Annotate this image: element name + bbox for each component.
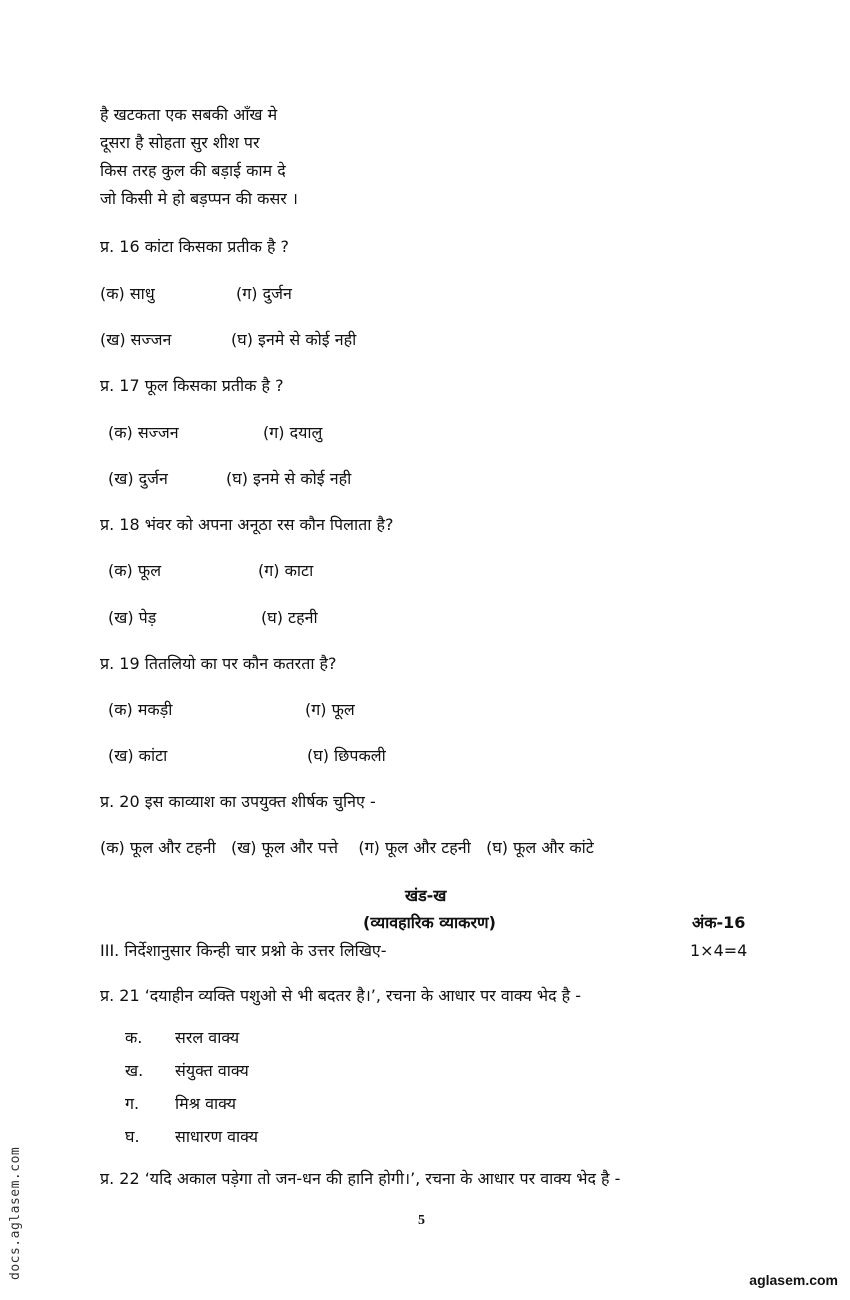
- q19-option-ka: (क) मकड़ी: [108, 700, 173, 719]
- poem-line-3: किस तरह कुल की बड़ाई काम दे: [100, 161, 286, 180]
- question-17: प्र. 17 फूल किसका प्रतीक है ?: [100, 376, 284, 395]
- poem-line-2: दूसरा है सोहता सुर शीश पर: [100, 133, 260, 152]
- q18-option-ka: (क) फूल: [108, 561, 162, 580]
- question-18: प्र. 18 भंवर को अपना अनूठा रस कौन पिलाता है?: [100, 515, 394, 534]
- question-16: प्र. 16 कांटा किसका प्रतीक है ?: [100, 237, 290, 256]
- q17-option-ga: (ग) दयालु: [263, 423, 323, 442]
- section-title: खंड-ख: [405, 886, 447, 905]
- section-marks: अंक-16: [692, 913, 746, 932]
- q16-option-gha: (घ) इनमे से कोई नही: [231, 330, 357, 349]
- q17-option-ka: (क) सज्जन: [108, 423, 179, 442]
- q20-options: (क) फूल और टहनी (ख) फूल और पत्ते (ग) फूल और टहनी (घ) फूल और कांटे: [100, 838, 594, 857]
- q21-option-label: ख.: [125, 1061, 144, 1080]
- question-19: प्र. 19 तितलियो का पर कौन कतरता है?: [100, 654, 337, 673]
- q21-option-label: घ.: [125, 1127, 140, 1146]
- q21-option-text: संयुक्त वाक्य: [175, 1061, 249, 1080]
- poem-line-1: है खटकता एक सबकी आँख मे: [100, 105, 278, 124]
- q16-option-kha: (ख) सज्जन: [100, 330, 172, 349]
- q21-option-text: साधारण वाक्य: [175, 1127, 259, 1146]
- question-21: प्र. 21 ‘दयाहीन व्यक्ति पशुओ से भी बदतर है।’, रचना के आधार पर वाक्य भेद है -: [100, 986, 582, 1005]
- section-subtitle: (व्यावहारिक व्याकरण): [363, 913, 496, 932]
- q17-option-gha: (घ) इनमे से कोई नही: [226, 469, 352, 488]
- q21-option-text: सरल वाक्य: [175, 1028, 240, 1047]
- q21-option-text: मिश्र वाक्य: [175, 1094, 237, 1113]
- question-22: प्र. 22 ‘यदि अकाल पड़ेगा तो जन-धन की हानि होगी।’, रचना के आधार पर वाक्य भेद है -: [100, 1169, 621, 1188]
- side-watermark: docs.aglasem.com: [8, 1146, 23, 1280]
- poem-line-4: जो किसी मे हो बड़प्पन की कसर ।: [100, 189, 298, 208]
- section-instruction: III. निर्देशानुसार किन्ही चार प्रश्नो के उत्तर लिखिए-: [100, 941, 387, 960]
- q21-option-label: क.: [125, 1028, 143, 1047]
- q19-option-gha: (घ) छिपकली: [307, 746, 386, 765]
- question-20: प्र. 20 इस काव्याश का उपयुक्त शीर्षक चुनिए -: [100, 792, 376, 811]
- q19-option-ga: (ग) फूल: [305, 700, 355, 719]
- instruction-marks: 1×4=4: [690, 941, 748, 960]
- q17-option-kha: (ख) दुर्जन: [108, 469, 168, 488]
- q16-option-ga: (ग) दुर्जन: [236, 284, 292, 303]
- page-number: 5: [418, 1213, 425, 1228]
- q21-option-label: ग.: [125, 1094, 140, 1113]
- q16-option-ka: (क) साधु: [100, 284, 155, 303]
- q19-option-kha: (ख) कांटा: [108, 746, 168, 765]
- q18-option-ga: (ग) काटा: [258, 561, 314, 580]
- q18-option-gha: (घ) टहनी: [261, 608, 318, 627]
- footer-brand[interactable]: aglasem.com: [749, 1272, 838, 1288]
- q18-option-kha: (ख) पेड़: [108, 608, 157, 627]
